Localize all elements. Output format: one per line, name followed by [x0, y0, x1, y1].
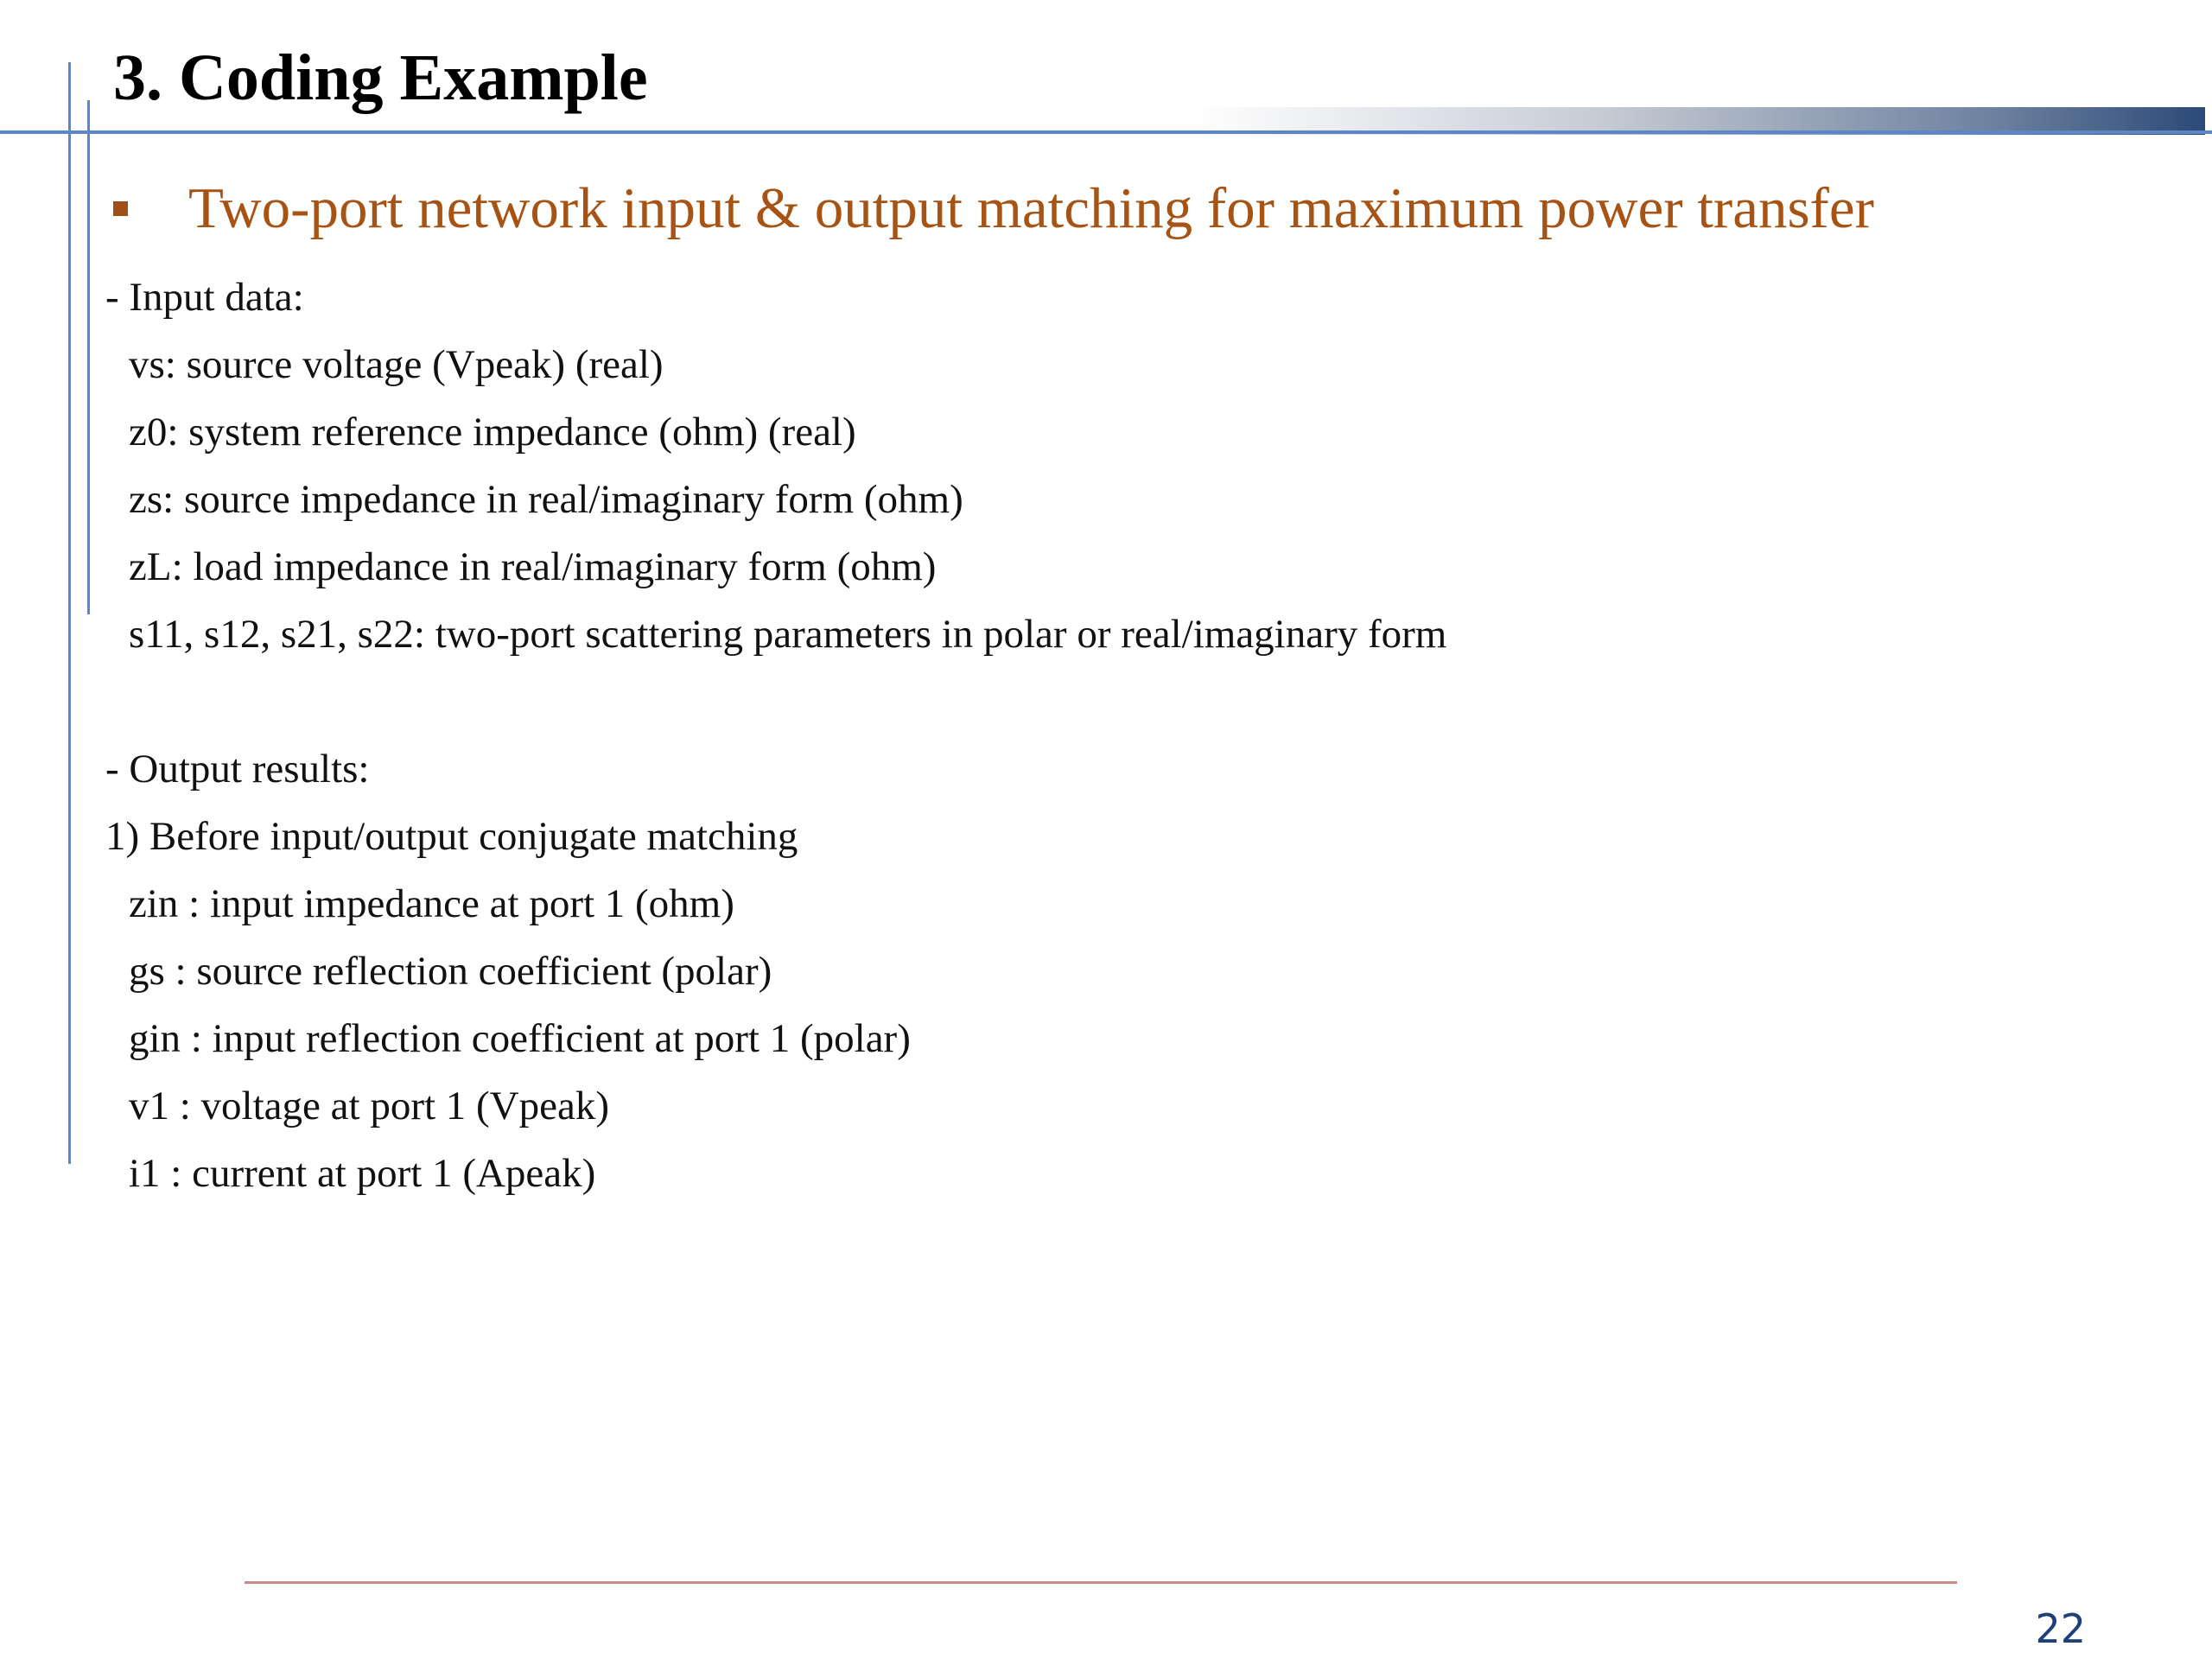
input-item-vs: vs: source voltage (Vpeak) (real) [129, 342, 664, 387]
footer-rule [245, 1581, 1957, 1584]
vertical-accent-line-outer [68, 62, 71, 1164]
input-item-sparams: s11, s12, s21, s22: two-port scattering parameters in polar or real/imaginary form [129, 612, 1447, 657]
output-item-v1: v1 : voltage at port 1 (Vpeak) [129, 1084, 609, 1128]
output-item-zin: zin : input impedance at port 1 (ohm) [129, 881, 734, 926]
output-item-gs: gs : source reflection coefficient (polar) [129, 949, 772, 994]
slide-subtitle: Two-port network input & output matching for maximum power transfer [188, 176, 1874, 240]
input-item-z0: z0: system reference impedance (ohm) (real) [129, 410, 856, 454]
output-item-gin: gin : input reflection coefficient at port 1 (polar) [129, 1016, 911, 1061]
slide-body [105, 264, 1920, 1207]
input-item-zs: zs: source impedance in real/imaginary form (ohm) [129, 477, 963, 522]
section-spacer [105, 668, 1920, 735]
output-results-heading: - Output results: [105, 747, 370, 791]
output-subheading: 1) Before input/output conjugate matching [105, 814, 798, 859]
subtitle-bullet-row [113, 169, 1874, 247]
page-number: 22 [2035, 1605, 2086, 1652]
slide-title: 3. Coding Example [113, 41, 648, 114]
square-bullet-icon [113, 201, 128, 216]
title-underline [0, 130, 2212, 134]
output-item-i1: i1 : current at port 1 (Apeak) [129, 1151, 596, 1196]
vertical-accent-line-inner [87, 100, 90, 614]
input-item-zl: zL: load impedance in real/imaginary form (ohm) [129, 544, 937, 589]
input-data-heading: - Input data: [105, 275, 304, 320]
